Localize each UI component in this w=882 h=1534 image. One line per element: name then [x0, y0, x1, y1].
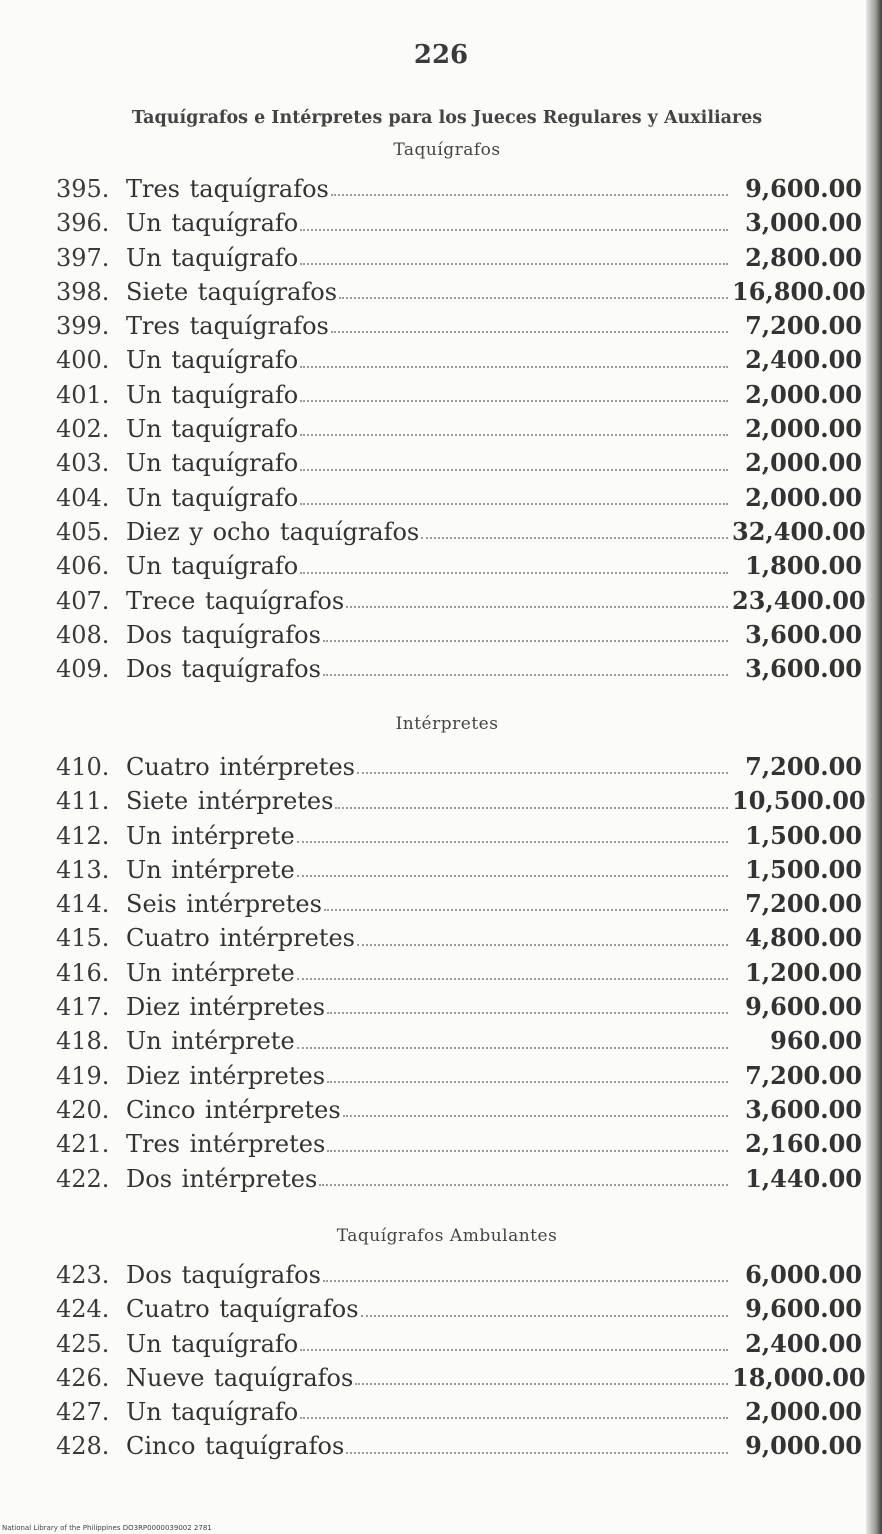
section-heading-taquigrafos-ambulantes: Taquígrafos Ambulantes [336, 1226, 558, 1246]
item-amount: 9,000.00 [745, 1431, 862, 1461]
dot-leader [331, 331, 728, 333]
item-amount: 2,000.00 [745, 379, 862, 409]
item-amount: 2,800.00 [745, 242, 862, 272]
item-number: 395. [56, 175, 110, 203]
dot-leader [300, 1417, 728, 1419]
item-amount: 1,500.00 [745, 854, 862, 884]
item-number: 414. [56, 890, 110, 919]
table-row [56, 992, 862, 1026]
item-description: Cinco taquígrafos [126, 1432, 345, 1461]
table-row [56, 1095, 862, 1129]
item-number: 416. [56, 958, 110, 987]
table-row [56, 1431, 862, 1465]
item-description: Tres intérpretes [126, 1130, 326, 1159]
table-row [56, 821, 862, 855]
item-amount: 3,000.00 [745, 208, 862, 238]
table-row [56, 1260, 862, 1294]
item-amount: 2,000.00 [745, 448, 862, 478]
dot-leader [421, 537, 728, 539]
item-number: 421. [56, 1130, 110, 1159]
dot-leader [355, 1383, 728, 1385]
item-number: 412. [56, 821, 110, 850]
item-description: Dos taquígrafos [126, 655, 321, 684]
dot-leader [327, 1081, 728, 1083]
dot-leader [361, 1315, 728, 1317]
table-row [56, 654, 862, 688]
item-amount: 960.00 [770, 1026, 862, 1056]
item-description: Siete intérpretes [126, 787, 334, 816]
item-number: 403. [56, 449, 110, 478]
page-title: Taquígrafos e Intérpretes para los Jueces Regulares y Auxiliares [131, 108, 763, 128]
item-amount: 18,000.00 [732, 1362, 866, 1392]
dot-leader [346, 606, 728, 608]
item-number: 399. [56, 312, 110, 341]
dot-leader [357, 772, 728, 774]
item-amount: 7,200.00 [745, 752, 862, 781]
table-row [56, 889, 862, 923]
table-row [56, 1397, 862, 1431]
item-amount: 3,600.00 [745, 654, 862, 684]
item-amount: 2,400.00 [745, 345, 862, 375]
table-row [56, 345, 862, 379]
dot-leader [300, 263, 728, 265]
item-amount: 1,500.00 [745, 820, 862, 850]
dot-leader [319, 1184, 728, 1186]
table-row [56, 243, 862, 277]
table-row [56, 620, 862, 654]
item-number: 426. [56, 1363, 110, 1392]
item-amount: 10,500.00 [732, 786, 866, 816]
item-description: Dos intérpretes [126, 1164, 318, 1193]
table-row [56, 855, 862, 889]
table-row [56, 786, 866, 820]
item-amount: 1,800.00 [745, 551, 862, 581]
table-row [56, 1061, 862, 1095]
item-description: Un taquígrafo [126, 483, 299, 512]
item-number: 422. [56, 1164, 110, 1193]
item-description: Tres taquígrafos [126, 175, 329, 203]
section-taquigrafos [56, 174, 866, 688]
item-number: 419. [56, 1061, 110, 1090]
dot-leader [297, 841, 728, 843]
dot-leader [300, 1349, 728, 1351]
item-description: Cuatro taquígrafos [126, 1295, 359, 1324]
item-amount: 2,000.00 [745, 1397, 862, 1427]
dot-leader [300, 503, 728, 505]
table-row [56, 958, 862, 992]
page-edge-shadow [866, 0, 882, 1534]
dot-leader [323, 674, 728, 676]
item-amount: 7,200.00 [745, 311, 862, 341]
item-description: Diez intérpretes [126, 993, 326, 1022]
item-amount: 16,800.00 [732, 276, 866, 306]
item-number: 405. [56, 517, 110, 546]
item-amount: 1,440.00 [745, 1163, 862, 1193]
dot-leader [343, 1115, 728, 1117]
item-number: 398. [56, 277, 110, 306]
item-number: 406. [56, 552, 110, 581]
dot-leader [327, 1012, 728, 1014]
dot-leader [300, 229, 728, 231]
item-description: Dos taquígrafos [126, 1261, 321, 1289]
item-description: Un taquígrafo [126, 209, 299, 238]
item-description: Un taquígrafo [126, 243, 299, 272]
item-amount: 3,600.00 [745, 619, 862, 649]
dot-leader [323, 640, 728, 642]
item-description: Seis intérpretes [126, 890, 322, 919]
item-amount: 9,600.00 [745, 992, 862, 1022]
item-description: Diez y ocho taquígrafos [126, 517, 420, 546]
dot-leader [300, 366, 728, 368]
dot-leader [300, 400, 728, 402]
section-heading-taquigrafos: Taquígrafos [393, 140, 501, 160]
table-row [56, 923, 862, 957]
item-number: 407. [56, 586, 110, 615]
item-description: Diez intérpretes [126, 1061, 326, 1090]
item-description: Un intérprete [126, 821, 295, 850]
item-number: 401. [56, 380, 110, 409]
dot-leader [297, 978, 728, 980]
item-description: Siete taquígrafos [126, 277, 338, 306]
table-row [56, 585, 866, 620]
dot-leader [324, 909, 728, 911]
item-amount: 7,200.00 [745, 889, 862, 919]
item-description: Nueve taquígrafos [126, 1363, 354, 1392]
item-amount: 9,600.00 [745, 1294, 862, 1324]
item-number: 413. [56, 855, 110, 884]
item-description: Un intérprete [126, 855, 295, 884]
item-amount: 3,600.00 [745, 1094, 862, 1124]
item-description: Un taquígrafo [126, 1329, 299, 1358]
item-description: Cuatro intérpretes [126, 924, 355, 953]
item-number: 411. [56, 787, 110, 816]
item-number: 415. [56, 924, 110, 953]
table-row [56, 1329, 862, 1363]
dot-leader [335, 807, 728, 809]
item-number: 408. [56, 620, 110, 649]
dot-leader [331, 194, 728, 196]
table-row [56, 174, 862, 208]
item-amount: 9,600.00 [745, 174, 862, 203]
item-description: Un taquígrafo [126, 449, 299, 478]
item-number: 396. [56, 209, 110, 238]
item-description: Cuatro intérpretes [126, 753, 355, 781]
dot-leader [339, 297, 728, 299]
dot-leader [297, 1047, 728, 1049]
item-number: 420. [56, 1095, 110, 1124]
item-number: 418. [56, 1027, 110, 1056]
item-description: Dos taquígrafos [126, 620, 321, 649]
table-row [56, 1362, 866, 1397]
item-number: 427. [56, 1398, 110, 1427]
item-amount: 4,800.00 [745, 923, 862, 953]
item-number: 404. [56, 483, 110, 512]
table-row [56, 448, 862, 482]
item-number: 402. [56, 415, 110, 444]
table-row [56, 1294, 862, 1328]
table-row [56, 276, 866, 311]
page-number: 226 [413, 40, 469, 70]
item-amount: 7,200.00 [745, 1060, 862, 1090]
item-description: Un taquígrafo [126, 415, 299, 444]
item-amount: 1,200.00 [745, 957, 862, 987]
item-description: Un taquígrafo [126, 380, 299, 409]
item-description: Un intérprete [126, 958, 295, 987]
section-taquigrafos-ambulantes [56, 1260, 866, 1466]
item-description: Tres taquígrafos [126, 312, 329, 341]
section-interpretes [56, 752, 866, 1198]
dot-leader [323, 1280, 728, 1282]
table-row [56, 483, 862, 517]
table-row [56, 1129, 862, 1163]
table-row [56, 516, 866, 551]
dot-leader [300, 434, 728, 436]
dot-leader [300, 469, 728, 471]
item-amount: 6,000.00 [745, 1260, 862, 1289]
dot-leader [346, 1452, 728, 1454]
item-number: 409. [56, 655, 110, 684]
item-description: Un taquígrafo [126, 346, 299, 375]
footer-caption: National Library of the Philippines DO3RP0000039002 2781 [2, 1524, 212, 1532]
item-amount: 32,400.00 [732, 516, 866, 546]
item-amount: 23,400.00 [732, 585, 866, 615]
table-row [56, 551, 862, 585]
table-row [56, 380, 862, 414]
item-description: Cinco intérpretes [126, 1095, 341, 1124]
item-amount: 2,000.00 [745, 482, 862, 512]
table-row [56, 311, 862, 345]
item-number: 400. [56, 346, 110, 375]
dot-leader [357, 944, 728, 946]
item-number: 423. [56, 1261, 110, 1289]
item-amount: 2,400.00 [745, 1328, 862, 1358]
item-description: Un taquígrafo [126, 552, 299, 581]
table-row [56, 752, 862, 786]
item-number: 410. [56, 753, 110, 781]
section-heading-interpretes: Intérpretes [395, 714, 499, 734]
item-description: Un intérprete [126, 1027, 295, 1056]
dot-leader [300, 572, 728, 574]
item-amount: 2,160.00 [745, 1129, 862, 1159]
item-number: 428. [56, 1432, 110, 1461]
item-number: 417. [56, 993, 110, 1022]
item-number: 424. [56, 1295, 110, 1324]
item-number: 425. [56, 1329, 110, 1358]
item-description: Trece taquígrafos [126, 586, 345, 615]
table-row [56, 414, 862, 448]
table-row [56, 208, 862, 242]
dot-leader [327, 1150, 728, 1152]
item-description: Un taquígrafo [126, 1398, 299, 1427]
table-row [56, 1026, 862, 1060]
table-row [56, 1164, 862, 1198]
item-amount: 2,000.00 [745, 414, 862, 444]
dot-leader [297, 875, 728, 877]
item-number: 397. [56, 243, 110, 272]
